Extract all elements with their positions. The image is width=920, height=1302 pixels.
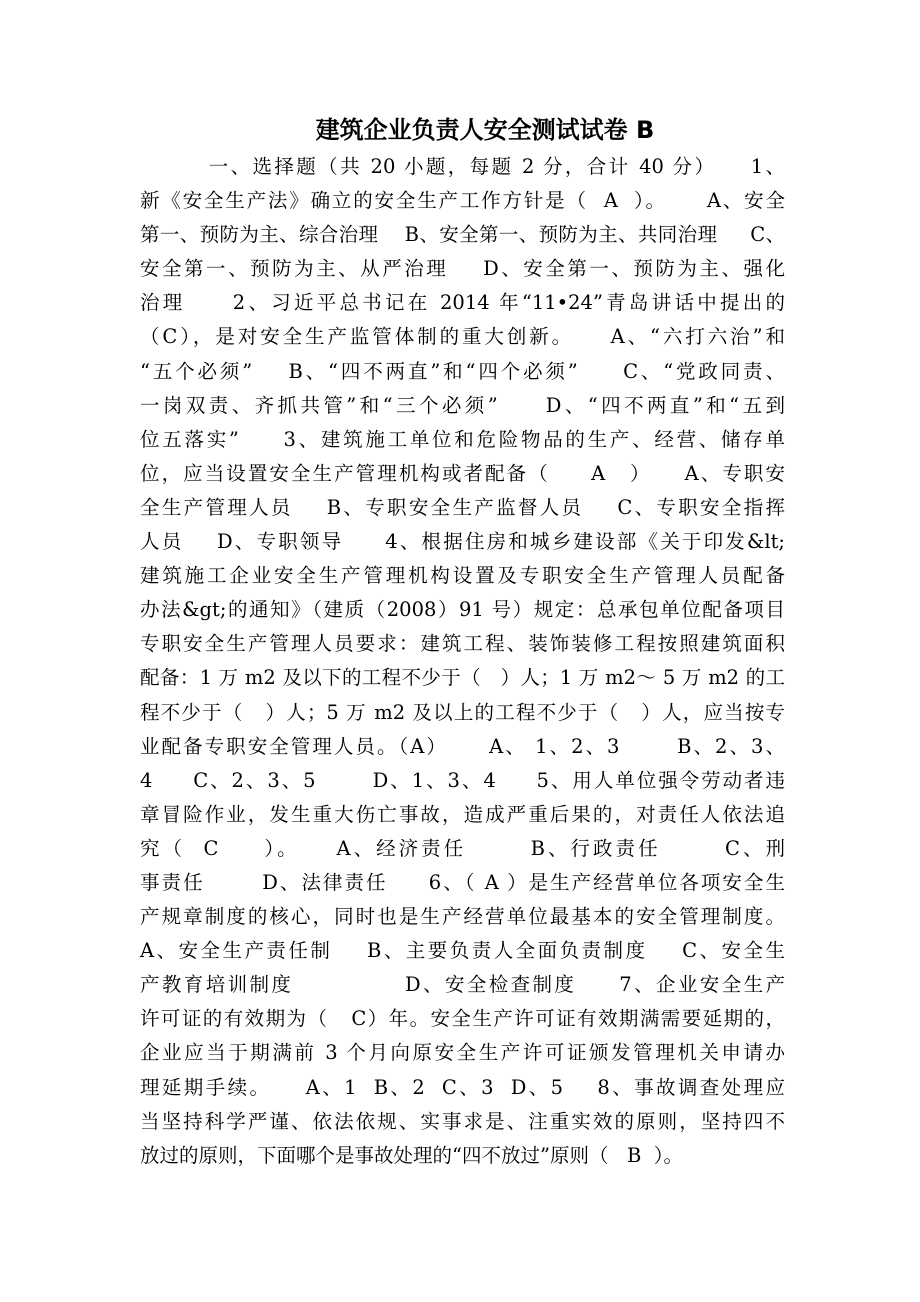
text-line: “五个必须” B、“四不两直”和“四个必须” C、“党政同责、 xyxy=(140,359,785,383)
text-line: 放过的原则，下面哪个是事故处理的“四不放过”原则（ B ）。 xyxy=(140,1143,684,1167)
text-line: 专职安全生产管理人员要求：建筑工程、装饰装修工程按照建筑面积 xyxy=(140,632,785,656)
text-line: 究（ C ）。 A、经济责任 B、行政责任 C、刑 xyxy=(140,836,785,860)
text-line: 理延期手续。 A、1 B、2 C、3 D、5 8、事故调查处理应 xyxy=(140,1075,785,1099)
text-line: （C），是对安全生产监管体制的重大创新。 A、“六打六治”和 xyxy=(140,325,785,349)
text-line: 许可证的有效期为（ C）年。安全生产许可证有效期满需要延期的， xyxy=(140,1007,785,1031)
text-line: 4 C、2、3、5 D、1、3、4 5、用人单位强令劳动者违 xyxy=(140,768,785,792)
text-line: A、安全生产责任制 B、主要负责人全面负责制度 C、安全生 xyxy=(140,939,785,963)
text-line: 一岗双责、齐抓共管”和“三个必须” D、“四不两直”和“五到 xyxy=(140,393,785,417)
text-line: 产规章制度的核心，同时也是生产经营单位最基本的安全管理制度。 xyxy=(140,905,785,929)
text-line: 办法&gt;的通知》（建质（2008）91 号）规定：总承包单位配备项目 xyxy=(140,598,785,622)
text-line: 业配备专职安全管理人员。（A） A、 1、2、3 B、2、3、 xyxy=(140,734,785,758)
exam-title: 建筑企业负责人安全测试试卷 B xyxy=(315,116,655,144)
text-line: 当坚持科学严谨、依法依规、实事求是、注重实效的原则，坚持四不 xyxy=(140,1109,785,1133)
text-line: 人员 D、专职领导 4、根据住房和城乡建设部《关于印发&lt; xyxy=(140,530,785,554)
text-line: 位五落实” 3、建筑施工单位和危险物品的生产、经营、储存单 xyxy=(140,427,785,451)
text-line: 全生产管理人员 B、专职安全生产监督人员 C、专职安全指挥 xyxy=(140,495,785,519)
text-line: 产教育培训制度 D、安全检查制度 7、企业安全生产 xyxy=(140,973,785,997)
exam-body xyxy=(140,150,785,1173)
text-line: 治理 2、习近平总书记在 2014 年“11•24”青岛讲话中提出的 xyxy=(140,291,785,315)
text-line: 建筑施工企业安全生产管理机构设置及专职安全生产管理人员配备 xyxy=(140,564,785,588)
text-line: 配备：1 万 m2 及以下的工程不少于（ ）人；1 万 m2～ 5 万 m2 的工 xyxy=(140,666,785,690)
text-line: 安全第一、预防为主、从严治理 D、安全第一、预防为主、强化 xyxy=(140,257,785,281)
text-line: 一、选择题（共 20 小题，每题 2 分，合计 40 分） 1、 xyxy=(140,155,785,178)
text-line: 企业应当于期满前 3 个月向原安全生产许可证颁发管理机关申请办 xyxy=(140,1041,785,1065)
text-line: 事责任 D、法律责任 6、（ A ）是生产经营单位各项安全生 xyxy=(140,870,785,894)
text-line: 第一、预防为主、综合治理 B、安全第一、预防为主、共同治理 C、 xyxy=(140,223,785,247)
text-line: 位，应当设置安全生产管理机构或者配备（ A ） A、专职安 xyxy=(140,461,785,485)
text-line: 章冒险作业，发生重大伤亡事故，造成严重后果的，对责任人依法追 xyxy=(140,802,785,826)
text-line: 新《安全生产法》确立的安全生产工作方针是（ A ）。 A、安全 xyxy=(140,189,785,213)
text-line: 程不少于（ ）人；5 万 m2 及以上的工程不少于（ ）人，应当按专 xyxy=(140,700,785,724)
